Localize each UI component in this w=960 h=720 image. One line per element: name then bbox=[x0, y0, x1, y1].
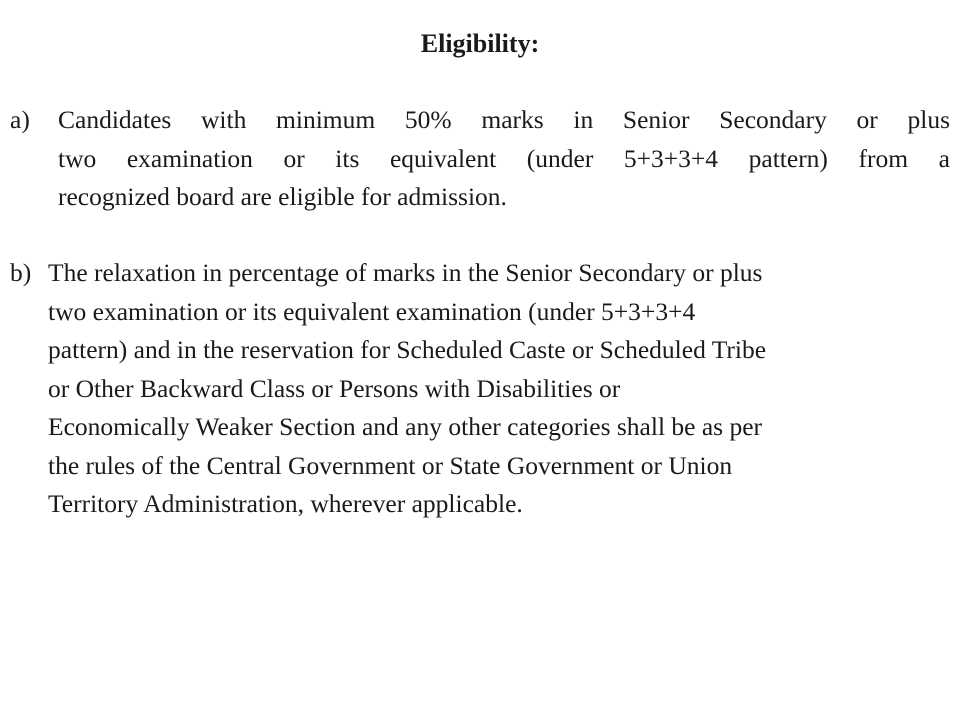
text-line: the rules of the Central Government or State Government or Union bbox=[48, 450, 733, 480]
text-line: Economically Weaker Section and any other categories shall be as per bbox=[48, 412, 763, 441]
text-line: pattern) and in the reservation for Scheduled Caste or Scheduled Tribe bbox=[48, 335, 767, 364]
item-text bbox=[48, 254, 950, 524]
page-title: Eligibility: bbox=[420, 29, 540, 58]
text-line: two examination or its equivalent (under 5+3+3+4 pattern) from a bbox=[58, 143, 950, 173]
eligibility-item-a bbox=[10, 101, 950, 217]
item-marker: a) bbox=[10, 105, 30, 134]
text-line: or Other Backward Class or Persons with Disabilities or bbox=[48, 373, 621, 403]
text-line: recognized board are eligible for admission. bbox=[58, 182, 507, 211]
text-line: Territory Administration, wherever applicable. bbox=[48, 489, 523, 518]
eligibility-item-b bbox=[10, 254, 950, 524]
text-line: The relaxation in percentage of marks in the Senior Secondary or plus bbox=[48, 258, 763, 287]
item-text bbox=[58, 101, 950, 217]
text-line: Candidates with minimum 50% marks in Senior Secondary or plus bbox=[58, 105, 950, 134]
item-marker: b) bbox=[10, 258, 32, 287]
text-line: two examination or its equivalent examination (under 5+3+3+4 bbox=[48, 296, 696, 326]
